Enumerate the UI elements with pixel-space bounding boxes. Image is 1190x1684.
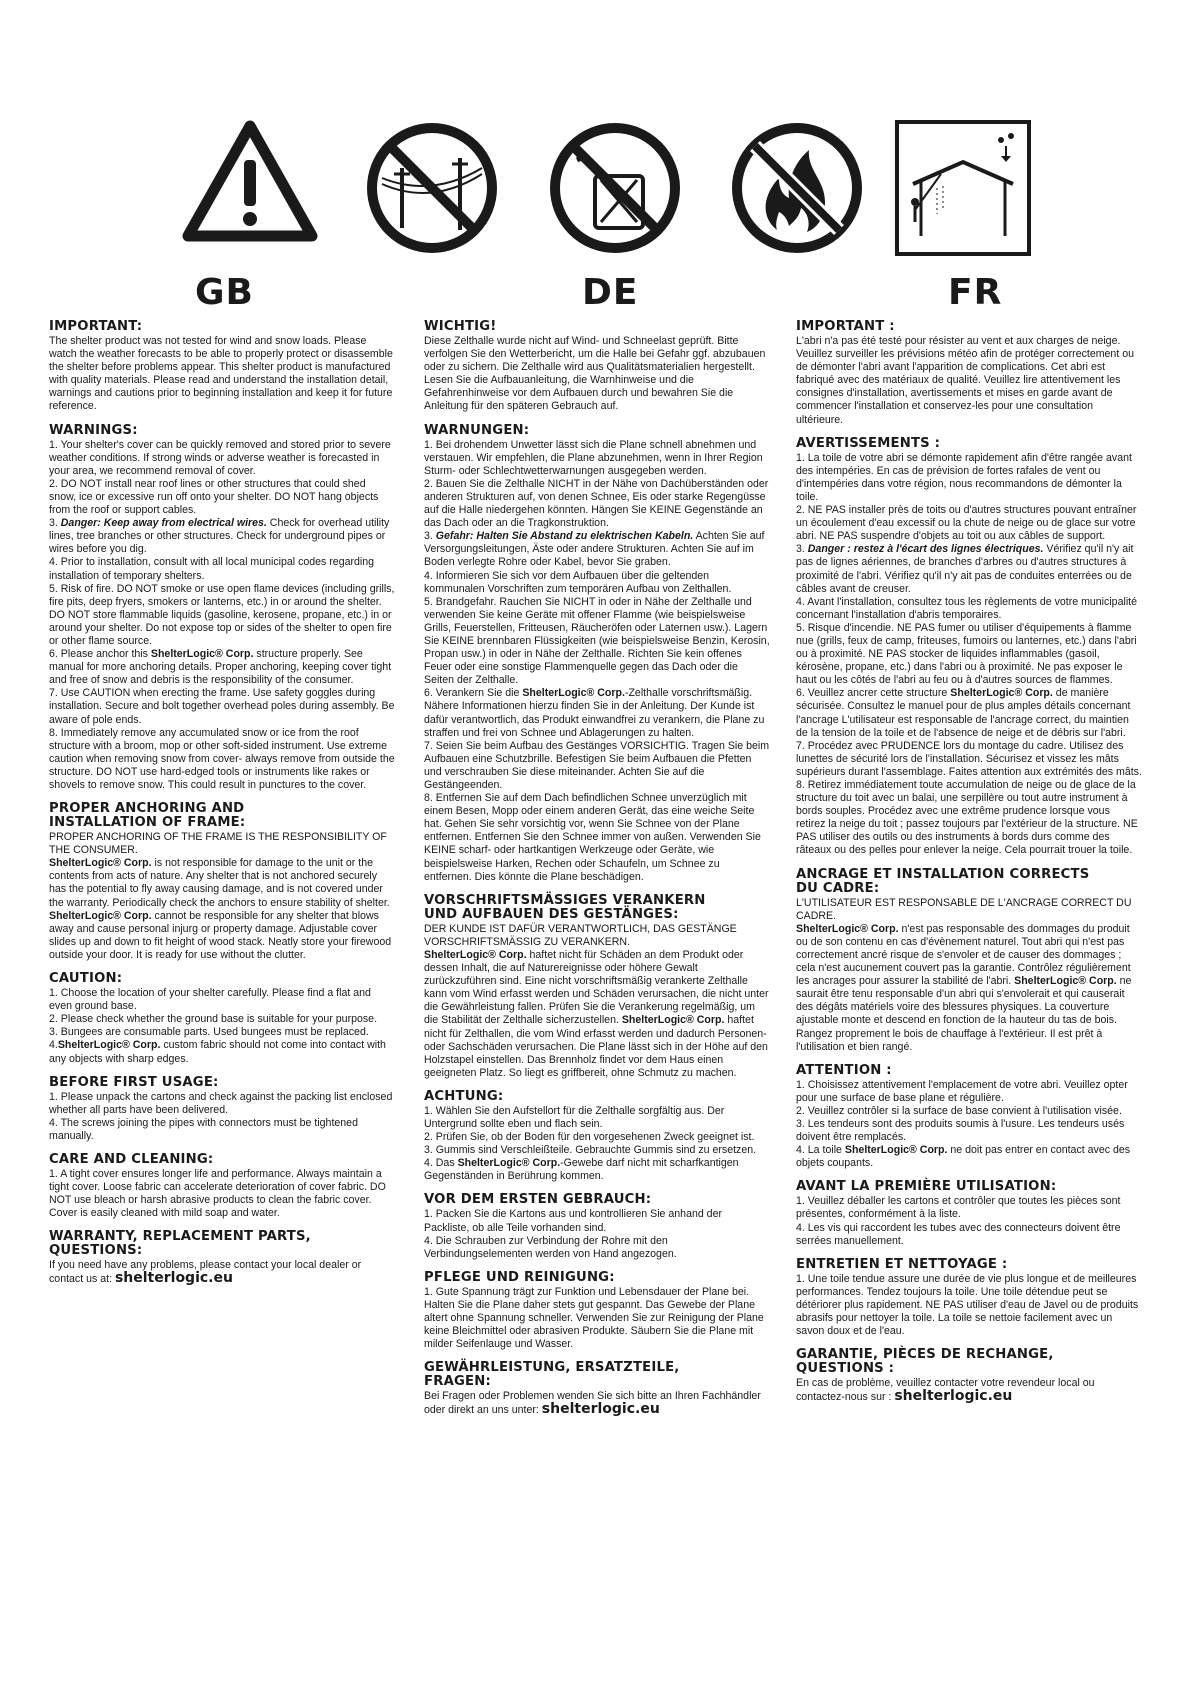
safety-icons-row (0, 118, 1190, 258)
warning-7: 7. Seien Sie beim Aufbau des Gestänges VORSICHTIG. Tragen Sie beim Aufbauen eine Schutzbrille. Befestigen Sie beim Aufbauen die Pfetten und verschrauben Sie diese miteinander. Achten Sie auf die Gestängeenden. (424, 739, 770, 791)
first-usage-1: 1. Packen Sie die Kartons aus und kontrollieren Sie anhand der Packliste, ob alle Teile vorhanden sind. (424, 1208, 722, 1234)
website-link[interactable]: shelterlogic.eu (114, 1270, 233, 1287)
warning-5: 5. Risk of fire. DO NOT smoke or use open flame devices (including grills, fire pits, deep fryers, smokers or lanterns, etc.) in or around the shelter. DO NOT store flammable liquids (gasoline, kerosene, propane, etc.) in or around your shelter. Do not expose top or sides of the shelter to open fire or other flame source. (49, 582, 395, 647)
warranty-heading: GEWÄHRLEISTUNG, ERSATZTEILE, FRAGEN: (424, 1360, 680, 1390)
caution-heading: CAUTION: (49, 971, 123, 987)
important-text: Diese Zelthalle wurde nicht auf Wind- und Schneelast geprüft. Bitte verfolgen Sie den Wetterbericht, um die Halle bei Gefahr ggf. abzubauen oder zu sichern. Die Zelthalle wird aus Qualitätsmaterialien hergestellt. Lesen Sie die Aufbauanleitung, die Warnhinweise und die Gefahrenhinweise vor dem Aufbauen durch und bewahren Sie die Anleitung für den späteren Gebrauch auf. (424, 335, 766, 413)
anchoring-heading: PROPER ANCHORING AND INSTALLATION OF FRAME: (49, 801, 246, 831)
first-usage-heading: AVANT LA PREMIÈRE UTILISATION: (796, 1179, 1057, 1195)
warning-2: 2. DO NOT install near roof lines or other structures that could shed snow, ice or excessive run off onto your shelter. DO NOT hang objects from the roof or support cables. (49, 477, 379, 517)
warning-8: 8. Entfernen Sie auf dem Dach befindlichen Schnee unverzüglich mit einem Besen, Mopp oder einem anderen Gerät, das eine weiche Seite hat. Gehen Sie sehr vorsichtig vor, wenn Sie Schnee von der Plane entfernen. Entfernen Sie den Schnee immer von außen. Verwenden Sie KEINE scharf- oder hartkantigen Werkzeuge oder Geräte, wie beispielsweise Harken, Rechen oder Schaufeln, um Schnee zu entfernen. Dies könnte die Plane beschädigen. (424, 792, 761, 883)
warning-5: 5. Brandgefahr. Rauchen Sie NICHT in oder in Nähe der Zelthalle und verwenden Sie keine Geräte mit offener Flamme (wie beispielsweise Grills, Feuerstellen, Fritteusen, Räucheröfen oder Laternen usw.). Lagern Sie KEINE brennbaren Flüssigkeiten (wie beispielsweise Benzin, Kerosin, Propan usw.) in oder in Nähe der Zelthalle. Richten Sie kein offenes Feuer oder eine sonstige Flammenquelle gegen das Dach oder die Seiten der Zelthalle. (424, 595, 770, 687)
warranty-heading: GARANTIE, PIÈCES DE RECHANGE, QUESTIONS : (796, 1347, 1054, 1377)
warning-1: 1. Your shelter's cover can be quickly removed and stored prior to severe weather conditions. If strong winds or adverse weather is forecasted in your area, we recommend removal of cover. (49, 438, 391, 477)
anchoring-text-2: ShelterLogic® Corp. is not responsible for damage to the unit or the contents from acts of nature. Any shelter that is not anchored securely has the potential to fly away causing damage, and is not covered under the warranty. Periodically check the anchors to ensure stability of shelter. ShelterLogic® Corp. cannot be responsible for any shelter that blows away and cause personal injurg or property damage. Adjustable cover slides up and down to fit height of wood stack. Neatly store your firewood outside your door. It is ready for use without the clutter. (49, 857, 392, 961)
caution-heading: ACHTUNG: (424, 1088, 504, 1104)
anchoring-heading: ANCRAGE ET INSTALLATION CORRECTS DU CADRE: (796, 866, 1090, 896)
warning-4: 4. Prior to installation, consult with all local municipal codes regarding installation of temporary shelters. (49, 556, 375, 582)
warning-triangle-icon (180, 118, 320, 258)
warnings-heading: WARNINGS: (49, 422, 138, 438)
warning-3: 3. Danger: Keep away from electrical wires. Check for overhead utility lines, tree branches or other structures. Check for underground pipes or wires before you dig. (49, 517, 390, 556)
warning-6: 6. Veuillez ancrer cette structure ShelterLogic® Corp. de manière sécurisée. Consultez le manuel pour de plus amples détails concernant l'ancrage L'utilisateur est responsable de l'ancrage correct, du maintien de la tension de la toile et de l'absence de neige et de débris sur l'abri. (796, 687, 1131, 739)
no-power-lines-icon (362, 118, 502, 258)
warning-1: 1. La toile de votre abri se démonte rapidement afin d'être rangée avant des intempéries. En cas de prévision de fortes rafales de vent ou d'intempéries dans votre région, nous recommandons de démonter la toile. (796, 451, 1132, 503)
important-heading: IMPORTANT: (49, 319, 143, 334)
anchoring-text-1: PROPER ANCHORING OF THE FRAME IS THE RESPONSIBILITY OF THE CONSUMER. (49, 831, 387, 857)
caution-1: 1. Choose the location of your shelter carefully. Please find a flat and even ground base. (49, 987, 371, 1013)
snow-roof-removal-icon (893, 118, 1033, 258)
caution-3: 3. Gummis sind Verschleißteile. Gebrauchte Gummis sind zu ersetzen. (424, 1144, 757, 1157)
caution-4: 4. La toile ShelterLogic® Corp. ne doit pas entrer en contact avec des objets coupants. (796, 1144, 1131, 1170)
caution-2: 2. Please check whether the ground base is suitable for your purpose. (49, 1013, 378, 1026)
first-usage-4: 4. Les vis qui raccordent les tubes avec des connecteurs doivent être serrées manuellement. (796, 1221, 1121, 1247)
warning-3: 3. Danger : restez à l'écart des lignes électriques. Vérifiez qu'il n'y ait pas de lignes aériennes, de branches d'arbres ou d'autres structures à proximité de l'abri. Vérifiez qu'il n'y ait pas de conduites enterrées ou de câbles avant de creuser. (796, 543, 1134, 595)
warranty-text: If you need have any problems, please contact your local dealer or contact us at: shelterlogic.eu (49, 1259, 362, 1287)
warnings-heading: WARNUNGEN: (424, 422, 530, 438)
warning-2: 2. Bauen Sie die Zelthalle NICHT in der Nähe von Dachüberständen oder anderen Strukturen auf, von denen Schnee, Eis oder starke Regengüsse auf die Halle niedergehen könnten. Hängen Sie KEINE Gegenstände an das Dach oder an die Tragkonstruktion. (424, 477, 769, 530)
warnings-heading: AVERTISSEMENTS : (796, 435, 941, 451)
first-usage-heading: VOR DEM ERSTEN GEBRAUCH: (424, 1192, 652, 1208)
care-heading: ENTRETIEN ET NETTOYAGE : (796, 1256, 1008, 1272)
column-gb (49, 320, 395, 1287)
anchoring-text-2: ShelterLogic® Corp. n'est pas responsable des dommages du produit ou de son contenu en cas d'évènement naturel. Tout abri qui n'est pas correctement ancré risque de s'envoler et de causer des dommages ; cela n'est aucunement couvert pas la garantie. Contrôlez régulièrement les ancrages pour assurer la stabilité de l'abri. ShelterLogic® Corp. ne saurait être tenu responsable d'un abri qui s'envolerait et qui causerait des dégâts matériels voire des blessures physiques. La couverture ajustable monte et descend en fonction de la hauteur du tas de bois. Rangez proprement le bois de chauffage à l'extérieur. Il est prêt à l'utilisation et bien rangé. (796, 922, 1132, 1053)
caution-4: 4. Das ShelterLogic® Corp.-Gewebe darf nicht mit scharfkantigen Gegenständen in Berührung kommen. (424, 1157, 739, 1183)
care-text: 1. Une toile tendue assure une durée de vie plus longue et de meilleures performances. Tendez toujours la toile. Une toile détendue peut se détériorer plus rapidement. NE PAS utiliser d'eau de Javel ou de produits abrasifs pour nettoyer la toile. La toile se nettoie facilement avec un savon doux et de l'eau. (796, 1272, 1139, 1338)
warning-7: 7. Procédez avec PRUDENCE lors du montage du cadre. Utilisez des lunettes de sécurité lors de l'installation. Sécurisez et vissez les mâts supérieurs durant l'assemblage. Faites attention aux extrémités des mâts. (796, 739, 1142, 778)
warning-3: 3. Gefahr: Halten Sie Abstand zu elektrischen Kabeln. Achten Sie auf Versorgungsleitungen, Äste oder andere Strukturen. Achten Sie auf im Boden verlegte Rohre oder Kabel, bevor Sie graben. (424, 530, 765, 569)
column-de (424, 320, 770, 1417)
anchoring-heading: VORSCHRIFTSMÄSSIGES VERANKERN UND AUFBAUEN DES GESTÄNGES: (424, 892, 706, 922)
warning-4: 4. Informieren Sie sich vor dem Aufbauen über die geltenden kommunalen Vorschriften zum temporären Aufbau von Zelthallen. (424, 569, 732, 595)
warning-5: 5. Risque d'incendie. NE PAS fumer ou utiliser d'équipements à flamme nue (grills, feux de camp, friteuses, fumoirs ou lanternes, etc.) dans l'abri ou à proximité. NE PAS stocker de liquides inflammables (gasoil, kérosène, propane, etc.) dans l'abri ou à proximité. Ne pas exposer le haut ou les côtés de l'abri au feu ou à d'autres sources de flammes. (796, 621, 1137, 687)
anchoring-text-1: L'UTILISATEUR EST RESPONSABLE DE L'ANCRAGE CORRECT DU CADRE. (796, 896, 1132, 922)
caution-heading: ATTENTION : (796, 1062, 892, 1078)
first-usage-1: 1. Please unpack the cartons and check against the packing list enclosed whether all parts have been delivered. (49, 1090, 393, 1116)
important-heading: WICHTIG! (424, 319, 497, 334)
care-heading: PFLEGE UND REINIGUNG: (424, 1269, 615, 1285)
important-text: L'abri n'a pas été testé pour résister au vent et aux charges de neige. Veuillez surveiller les prévisions météo afin de protéger correctement ou de démonter l'abri avant l'apparition de complications. Cet abri est fabriqué avec des matériaux de qualité. Veuillez lire attentivement les consignes d'installation, avertissements et mises en garde avant de commencer l'installation et conservez-les pour une consultation ultérieure. (796, 335, 1134, 426)
care-text: 1. Gute Spannung trägt zur Funktion und Lebensdauer der Plane bei. Halten Sie die Plane daher stets gut gespannt. Das Gewebe der Plane altert ohne Spannung schneller. Verwenden Sie zur Reinigung der Plane keine Bleichmittel oder abrasiven Produkte. Säubern Sie die Plane mit milder Seifenlauge und Wasser. (424, 1285, 764, 1351)
no-flammable-liquids-icon (545, 118, 685, 258)
warning-8: 8. Immediately remove any accumulated snow or ice from the roof structure with a broom, mop or other soft-sided instrument. Use extreme caution when removing snow from cover- always remove from outside the structure. DO NOT use hard-edged tools or instruments like rakes or shovels to remove snow. This could result in punctures to the cover. (49, 726, 395, 791)
lang-heading-fr: FR (948, 272, 1003, 313)
warranty-text: Bei Fragen oder Problemen wenden Sie sich bitte an Ihren Fachhändler oder direkt an uns unter: shelterlogic.eu (424, 1390, 761, 1418)
warning-8: 8. Retirez immédiatement toute accumulation de neige ou de glace de la structure du toit avec un balai, une serpillère ou tout autre instrument à bords souples. Procédez avec une extrême prudence lorsque vous retirez la neige du toit ; passez toujours par l'extérieur de la structure. NE PAS utiliser des outils ou des instruments à bords durs comme des râteaux ou des pelles pour enlever la neige. Cela pourrait trouer la toile. (796, 779, 1138, 857)
lang-heading-gb: GB (195, 272, 254, 313)
warning-7: 7. Use CAUTION when erecting the frame. Use safety goggles during installation. Secure and bolt together overhead poles during assembly. Be aware of pole ends. (49, 687, 395, 726)
warranty-heading: WARRANTY, REPLACEMENT PARTS, QUESTIONS: (49, 1229, 311, 1259)
anchoring-text-2: ShelterLogic® Corp. haftet nicht für Schäden an dem Produkt oder dessen Inhalt, die auf Naturereignisse oder höhere Gewalt zurückzuführen sind. Eine nicht vorschriftsmäßig verankerte Zelthalle kann vom Wind erfasst werden und Schäden verursachen, die nicht unter die Gewährleistung fallen. Prüfen Sie die Verankerung regelmäßig, um die Stabilität der Zelthalle sicherzustellen. ShelterLogic® Corp. haftet nicht für Zelthallen, die vom Wind erfasst werden und dadurch Personen- oder Sachschäden verursachen. Die Plane lässt sich in der Höhe auf den Holzstapel einstellen. Das Brennholz findet vor dem Haus einen geeigneten Platz. So liegt es griffbereit, ohne Schmutz zu machen. (424, 948, 769, 1079)
first-usage-1: 1. Veuillez déballer les cartons et contrôler que toutes les pièces sont présentes, conformément à la liste. (796, 1195, 1121, 1221)
caution-3: 3. Les tendeurs sont des produits soumis à l'usure. Les tendeurs usés doivent être remplacés. (796, 1117, 1125, 1144)
no-fire-icon (727, 118, 867, 258)
anchoring-text-1: DER KUNDE IST DAFÜR VERANTWORTLICH, DAS GESTÄNGE VORSCHRIFTSMÄSSIG ZU VERANKERN. (424, 922, 737, 948)
caution-4: 4.ShelterLogic® Corp. custom fabric should not come into contact with any objects with sharp edges. (49, 1039, 386, 1065)
warning-6: 6. Please anchor this ShelterLogic® Corp. structure properly. See manual for more anchoring details. Proper anchoring, keeping cover tight and free of snow and debris is the responsibility of the consumer. (49, 648, 392, 687)
first-usage-heading: BEFORE FIRST USAGE: (49, 1074, 219, 1090)
warning-2: 2. NE PAS installer près de toits ou d'autres structures pouvant entraîner un écoulement d'eau excessif ou la chute de neige ou de glace sur votre abri. NE PAS suspendre d'objets au toit ou aux câbles de support. (796, 504, 1137, 543)
caution-2: 2. Veuillez contrôler si la surface de base convient à l'utilisation visée. (796, 1104, 1122, 1117)
caution-1: 1. Wählen Sie den Aufstellort für die Zelthalle sorgfältig aus. Der Untergrund sollte eben und flach sein. (424, 1104, 725, 1130)
warranty-text: En cas de problème, veuillez contacter votre revendeur local ou contactez-nous sur : shelterlogic.eu (796, 1377, 1095, 1405)
care-text: 1. A tight cover ensures longer life and performance. Always maintain a tight cover. Loose fabric can accelerate deterioration of cover fabric. DO NOT use bleach or harsh abrasive products to clean the fabric cover. Cover is easily cleaned with mild soap and water. (49, 1167, 386, 1220)
caution-1: 1. Choisissez attentivement l'emplacement de votre abri. Veuillez opter pour une surface de base plane et régulière. (796, 1078, 1128, 1104)
important-heading: IMPORTANT : (796, 319, 895, 334)
warning-4: 4. Avant l'installation, consultez tous les règlements de votre municipalité concernant l'installation d'abris temporaires. (796, 595, 1138, 621)
column-fr (796, 320, 1142, 1404)
warning-6: 6. Verankern Sie die ShelterLogic® Corp.-Zelthalle vorschriftsmäßig. Nähere Informationen hierzu finden Sie in der Anleitung. Der Kunde ist dafür verantwortlich, das Produkt einwandfrei zu verankern, die Plane zu straffen und frei von Schnee und Ablagerungen zu halten. (424, 687, 765, 739)
lang-heading-de: DE (582, 272, 639, 313)
warning-1: 1. Bei drohendem Unwetter lässt sich die Plane schnell abnehmen und verstauen. Wir empfehlen, die Plane abzunehmen, wenn in Ihrer Region Sturm- oder Schlechtwetterwarnungen ausgegeben werden. (424, 438, 763, 477)
first-usage-4: 4. The screws joining the pipes with connectors must be tightened manually. (49, 1116, 358, 1142)
website-link[interactable]: shelterlogic.eu (894, 1388, 1013, 1405)
first-usage-4: 4. Die Schrauben zur Verbindung der Rohre mit den Verbindungselementen werden von Hand angezogen. (424, 1234, 677, 1260)
caution-2: 2. Prüfen Sie, ob der Boden für den vorgesehenen Zweck geeignet ist. (424, 1131, 755, 1144)
important-text: The shelter product was not tested for wind and snow loads. Please watch the weather forecasts to be able to properly protect or disassemble the shelter before problems appear. This shelter product is manufactured with quality materials. Please read and understand the installation detail, warnings and cautions prior to beginning installation and keep it for future reference. (49, 335, 393, 413)
caution-3: 3. Bungees are consumable parts. Used bungees must be replaced. (49, 1026, 369, 1039)
website-link[interactable]: shelterlogic.eu (541, 1401, 660, 1418)
care-heading: CARE AND CLEANING: (49, 1151, 214, 1167)
